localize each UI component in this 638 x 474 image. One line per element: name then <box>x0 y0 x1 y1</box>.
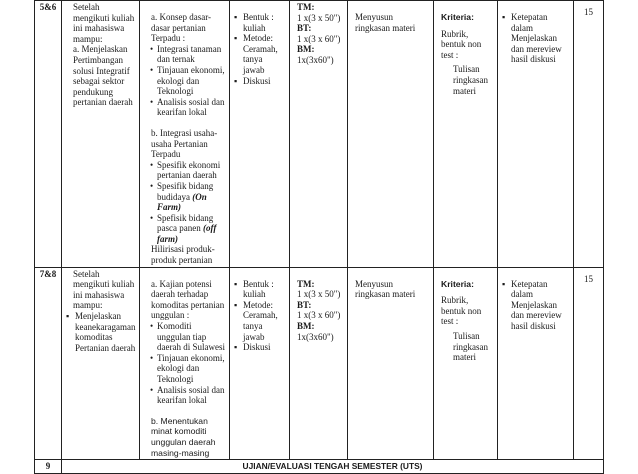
exam-row <box>35 460 604 474</box>
bm-value: 1x(3x60") <box>297 331 334 342</box>
weight-value: 15 <box>574 267 604 460</box>
topic-b-item <box>150 181 226 213</box>
learning-method <box>230 267 290 460</box>
objective-intro: Setelah mengikuti kuliah ini mahasiswa mampu: <box>73 268 135 311</box>
bt-label: BT: <box>297 23 312 34</box>
topic-b-title: b. Menentukan minat komoditi unggulan daerah masing-masing <box>151 415 216 458</box>
topic-a-item: • Komoditi unggulan tiap daerah di Sulawesi <box>150 321 226 353</box>
tm-value: 1 x(3 x 50") <box>297 12 341 23</box>
study-material <box>140 267 230 460</box>
method-item: ▪ Bentuk : kuliah <box>233 12 286 33</box>
learning-objective <box>62 1 140 268</box>
time-allocation <box>290 267 348 460</box>
assessment-indicator <box>498 1 574 268</box>
criteria-title: Kriteria: <box>441 278 474 289</box>
task-text: Menyusun ringkasan materi <box>355 12 416 33</box>
learning-objective <box>62 267 140 460</box>
exam-label: UJIAN/EVALUASI TENGAH SEMESTER (UTS) <box>62 460 604 474</box>
off-farm-label: (off farm) <box>157 223 217 244</box>
week-row <box>35 267 604 460</box>
topic-b-item <box>150 213 226 245</box>
topic-b-item: • Spesifik ekonomi pertanian daerah <box>150 160 226 181</box>
weight-value: 15 <box>574 1 604 268</box>
criteria-text: Rubrik, bentuk non test : <box>441 295 482 327</box>
objective-item: a. Menjelaskan Pertimbangan solusi Integratif sebagai sektor pendukung pertanian daerah <box>73 44 133 108</box>
method-item: ▪ Bentuk : kuliah <box>233 279 286 300</box>
criteria-text: Rubrik, bentuk non test : <box>441 28 482 60</box>
on-farm-label: (On Farm) <box>157 191 207 213</box>
topic-a-title: a. Konsep dasar-dasar pertanian Terpadu : <box>151 12 212 44</box>
bt-value: 1 x(3 x 60") <box>297 33 341 44</box>
task-text: Menyusun ringkasan materi <box>355 278 416 300</box>
method-item: ▪ Metode: Ceramah, tanya jawab <box>233 300 286 342</box>
topic-a-item: • Analisis sosial dan kearifan lokal <box>150 97 226 118</box>
criteria-item: Tulisan ringkasan materi <box>453 64 488 96</box>
bm-value: 1x(3x60") <box>297 54 334 65</box>
week-number: 5&6 <box>35 1 62 268</box>
topic-a-item: • Integrasi tanaman dan ternak <box>150 44 226 65</box>
topic-b-note: Hilirisasi produk-produk pertanian <box>151 244 215 266</box>
bm-label: BM: <box>297 44 315 55</box>
time-allocation <box>290 1 348 268</box>
topic-a-item: • Tinjauan ekonomi, ekologi dan Teknologi <box>150 353 226 385</box>
method-item: ▪ Diskusi <box>233 76 286 87</box>
tm-label: TM: <box>297 2 315 12</box>
tm-label: TM: <box>297 278 315 289</box>
topic-a-title: a. Kajian potensi daerah terhadap komoditas pertanian unggulan : <box>151 278 225 321</box>
assessment-indicator <box>498 267 574 460</box>
method-item: ▪ Metode: Ceramah, tanya jawab <box>233 33 286 75</box>
bt-value: 1 x(3 x 60") <box>297 310 341 321</box>
criteria-title: Kriteria: <box>441 12 474 22</box>
assessment-criteria <box>434 1 498 268</box>
study-material <box>140 1 230 268</box>
topic-b-item-text: Spefisik bidang pasca panen <box>157 212 214 234</box>
criteria-item: Tulisan ringkasan materi <box>453 331 488 363</box>
tm-value: 1 x(3 x 50") <box>297 289 341 300</box>
topic-a-item: • Analisis sosial dan kearifan lokal <box>150 385 226 406</box>
objective-intro: Setelah mengikuti kuliah ini mahasiswa mampu: <box>73 2 135 44</box>
method-item: ▪ Diskusi <box>233 342 286 353</box>
objective-item: ▪ Menjelaskan keanekaragaman komoditas Pertanian daerah <box>65 311 136 353</box>
bm-label: BM: <box>297 321 315 332</box>
topic-b-item-text: Spesifik bidang budidaya <box>157 180 214 202</box>
assessment-criteria <box>434 267 498 460</box>
topic-b-title: b. Integrasi usaha-usaha Pertanian Terpadu <box>151 127 218 160</box>
learning-method <box>230 1 290 268</box>
week-number: 9 <box>35 460 62 474</box>
lesson-plan-sheet <box>34 0 603 474</box>
bt-label: BT: <box>297 299 312 310</box>
indicator-item: ▪ Ketepatan dalam Menjelaskan dan mereview hasil diskusi <box>501 12 570 65</box>
student-task <box>348 267 434 460</box>
topic-a-item: • Tinjauan ekonomi, ekologi dan Teknologi <box>150 65 226 97</box>
student-task <box>348 1 434 268</box>
week-number: 7&8 <box>35 267 62 460</box>
lesson-plan-table <box>34 0 604 474</box>
indicator-item: ▪ Ketepatan dalam Menjelaskan dan mereview hasil diskusi <box>501 279 570 332</box>
week-row <box>35 1 604 268</box>
